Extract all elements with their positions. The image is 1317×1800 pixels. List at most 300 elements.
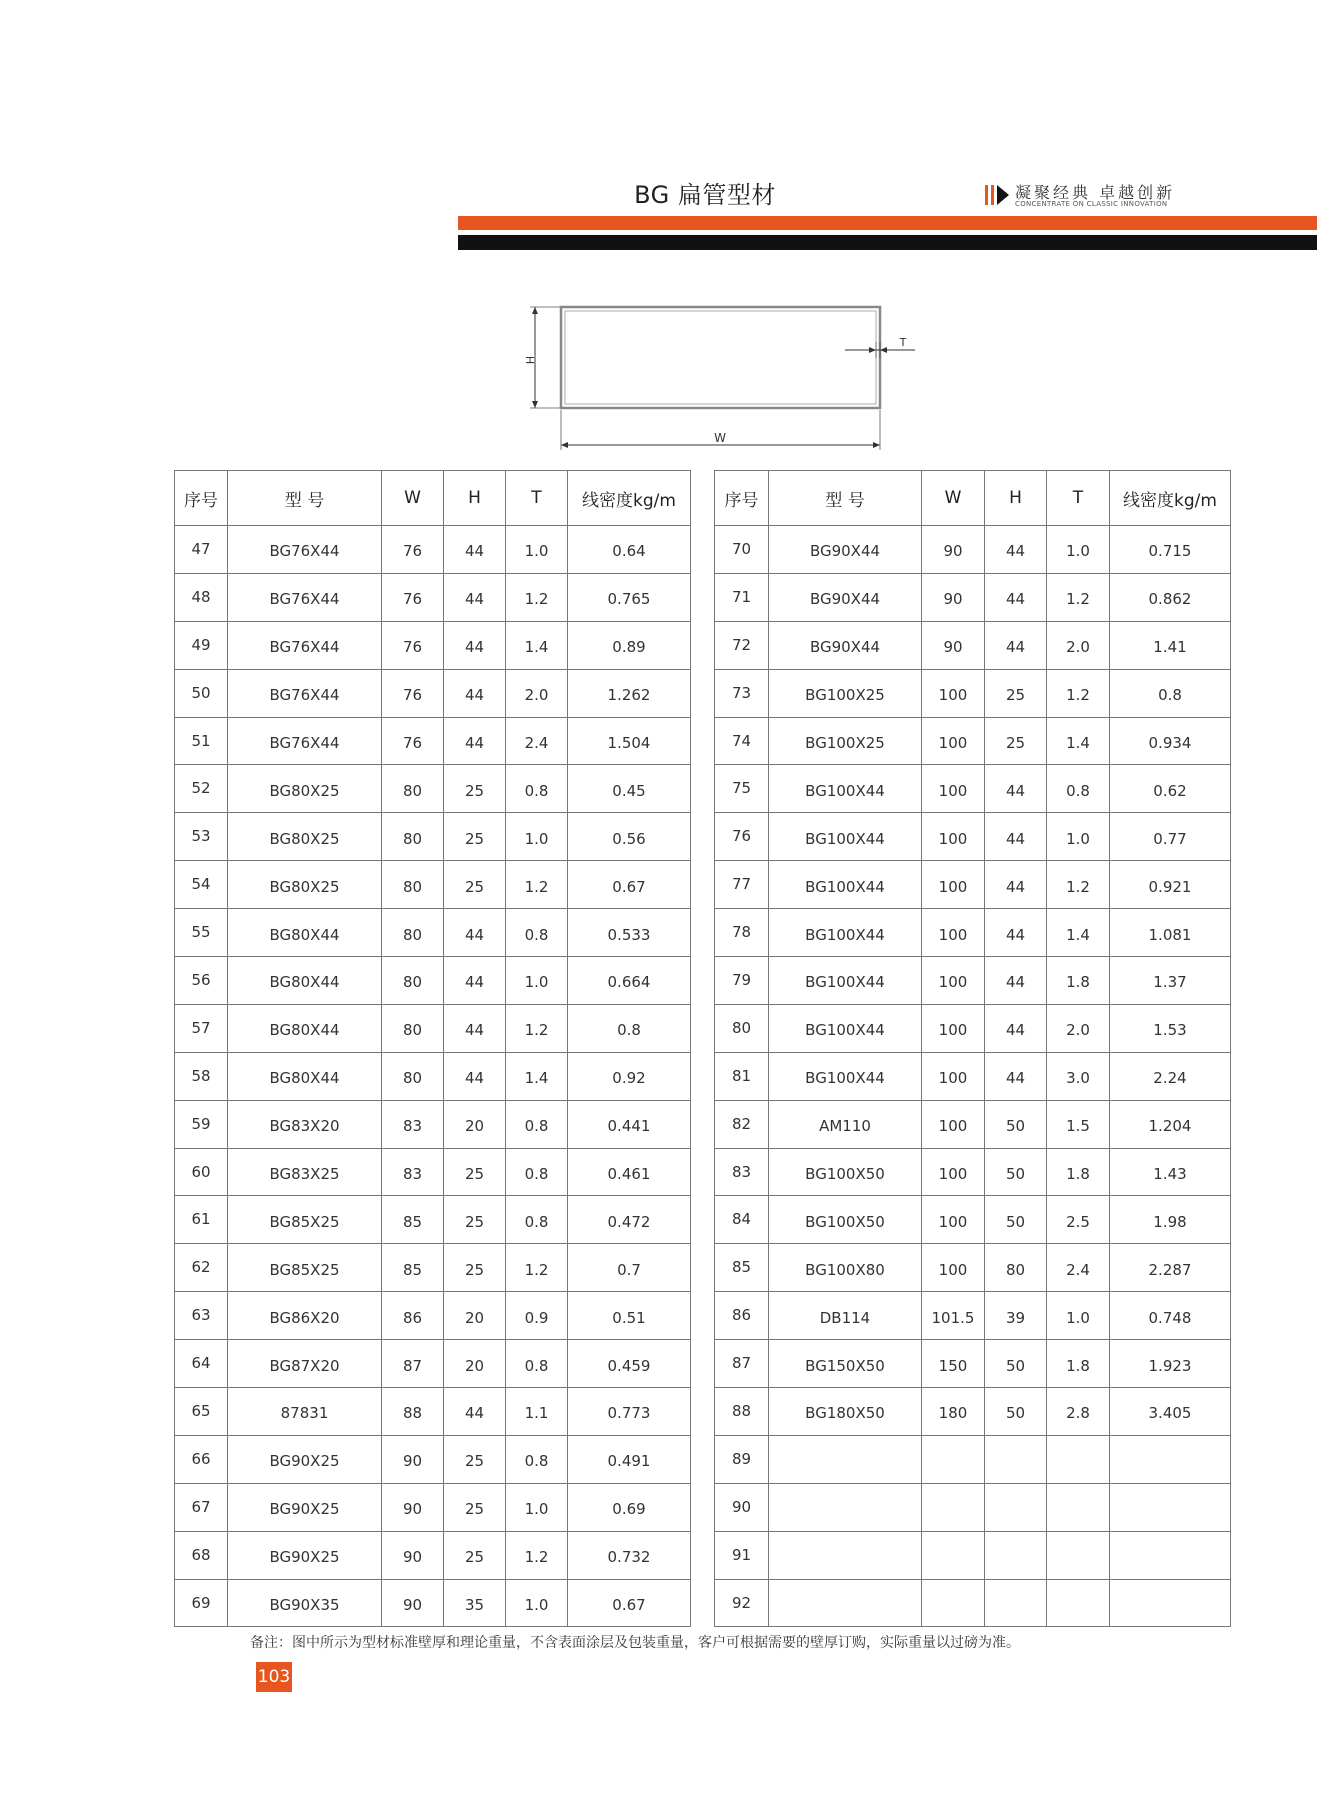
cell-t: 1.0 [1047,1292,1110,1340]
cell-seq: 69 [175,1579,228,1627]
cell-model: DB114 [769,1292,922,1340]
cell-w: 85 [382,1196,444,1244]
cell-h: 44 [444,669,506,717]
cell-w: 76 [382,669,444,717]
spec-table-left [174,470,691,1627]
cell-w: 90 [382,1483,444,1531]
cell-t: 0.8 [506,1100,568,1148]
cell-seq: 47 [175,526,228,574]
cell-t: 2.5 [1047,1196,1110,1244]
cell-seq: 71 [715,573,769,621]
cell-h: 25 [985,717,1047,765]
cell-t: 1.1 [506,1388,568,1436]
table-row [175,1004,691,1052]
header-w: W [382,471,444,526]
cell-w: 80 [382,813,444,861]
cell-w: 100 [922,717,985,765]
cell-density: 0.773 [568,1388,691,1436]
cell-h: 80 [985,1244,1047,1292]
table-row [175,1340,691,1388]
cell-t: 1.2 [506,1244,568,1292]
cell-t: 1.2 [506,573,568,621]
cell-h: 25 [444,813,506,861]
cell-model: BG80X44 [228,957,382,1005]
cell-density: 0.51 [568,1292,691,1340]
table-row [715,526,1231,574]
cell-h: 44 [985,1004,1047,1052]
cell-density: 1.923 [1110,1340,1231,1388]
cell-model: BG100X44 [769,813,922,861]
cell-seq: 50 [175,669,228,717]
h-dimension-label: H [523,355,536,365]
cell-h: 44 [444,1052,506,1100]
cell-w: 100 [922,1100,985,1148]
cell-model: BG90X35 [228,1579,382,1627]
cell-density: 3.405 [1110,1388,1231,1436]
cell-t: 1.0 [506,1483,568,1531]
table-row [175,1100,691,1148]
table-row [175,813,691,861]
cell-seq: 78 [715,909,769,957]
cell-density: 0.491 [568,1435,691,1483]
cell-density: 0.62 [1110,765,1231,813]
cell-model: BG83X25 [228,1148,382,1196]
cell-h: 25 [444,1435,506,1483]
cell-w: 100 [922,1004,985,1052]
cell-density: 1.98 [1110,1196,1231,1244]
cell-w: 76 [382,717,444,765]
cell-t: 1.0 [506,526,568,574]
w-dimension-label: W [714,431,726,445]
cell-w: 150 [922,1340,985,1388]
cell-h: 25 [444,1483,506,1531]
cell-density: 0.89 [568,621,691,669]
cell-model: BG90X25 [228,1435,382,1483]
cell-h: 44 [444,1388,506,1436]
table-row [715,909,1231,957]
cell-seq: 77 [715,861,769,909]
cell-seq: 90 [715,1483,769,1531]
table-row [175,957,691,1005]
cell-t: 1.8 [1047,1340,1110,1388]
cell-density: 0.862 [1110,573,1231,621]
cell-seq: 76 [715,813,769,861]
cell-seq: 51 [175,717,228,765]
cell-density: 0.441 [568,1100,691,1148]
cell-w: 100 [922,909,985,957]
cell-w: 90 [922,621,985,669]
cell-seq: 92 [715,1579,769,1627]
cell-w: 100 [922,765,985,813]
cell-seq: 83 [715,1148,769,1196]
cell-model: BG80X44 [228,1052,382,1100]
table-row [175,861,691,909]
header-accent-bar [458,216,1317,230]
header-h: H [985,471,1047,526]
cell-t: 0.8 [506,1148,568,1196]
cell-h: 44 [985,957,1047,1005]
cell-model: BG90X44 [769,621,922,669]
cell-t: 1.0 [1047,526,1110,574]
cell-density: 1.37 [1110,957,1231,1005]
cell-density: 0.921 [1110,861,1231,909]
table-row [175,1531,691,1579]
cell-t: 2.4 [1047,1244,1110,1292]
cell-w: 180 [922,1388,985,1436]
cell-density: 0.77 [1110,813,1231,861]
cell-seq: 59 [175,1100,228,1148]
cell-density: 2.24 [1110,1052,1231,1100]
header-density: 线密度kg/m [568,471,691,526]
cell-density: 0.765 [568,573,691,621]
cell-t: 1.0 [506,957,568,1005]
cell-model: BG86X20 [228,1292,382,1340]
cell-seq: 55 [175,909,228,957]
header-w: W [922,471,985,526]
cell-density: 0.67 [568,1579,691,1627]
table-row [175,1483,691,1531]
cell-density: 0.715 [1110,526,1231,574]
table-row [715,669,1231,717]
table-row [715,1148,1231,1196]
cell-t [1047,1531,1110,1579]
cell-h: 44 [985,813,1047,861]
cell-w: 85 [382,1244,444,1292]
cell-w: 100 [922,861,985,909]
cell-seq: 54 [175,861,228,909]
cell-density: 0.7 [568,1244,691,1292]
cell-t: 1.8 [1047,957,1110,1005]
cell-seq: 56 [175,957,228,1005]
cell-t: 1.0 [506,1579,568,1627]
cell-model: BG100X50 [769,1196,922,1244]
table-row [715,861,1231,909]
cell-seq: 87 [715,1340,769,1388]
cell-model [769,1531,922,1579]
table-row [715,957,1231,1005]
cell-t: 1.2 [1047,573,1110,621]
table-row [715,1340,1231,1388]
cell-t: 2.0 [506,669,568,717]
cell-seq: 70 [715,526,769,574]
cell-seq: 84 [715,1196,769,1244]
cell-w: 100 [922,1244,985,1292]
cell-w: 100 [922,1148,985,1196]
table-row [175,1435,691,1483]
cell-h: 50 [985,1100,1047,1148]
cell-model: BG76X44 [228,573,382,621]
cell-t: 1.0 [506,813,568,861]
cell-model: BG100X50 [769,1148,922,1196]
cell-seq: 82 [715,1100,769,1148]
cell-density: 1.43 [1110,1148,1231,1196]
cell-model: BG80X44 [228,909,382,957]
cell-density [1110,1435,1231,1483]
cell-w: 90 [382,1435,444,1483]
cell-model: BG90X25 [228,1483,382,1531]
cell-density: 1.41 [1110,621,1231,669]
table-row [175,909,691,957]
cell-h: 44 [985,573,1047,621]
cell-model: BG100X44 [769,1052,922,1100]
cell-seq: 60 [175,1148,228,1196]
cell-model: AM110 [769,1100,922,1148]
table-row [715,1531,1231,1579]
cell-w: 83 [382,1148,444,1196]
cell-t: 0.8 [506,1340,568,1388]
cell-t: 3.0 [1047,1052,1110,1100]
cell-seq: 66 [175,1435,228,1483]
table-row [715,1052,1231,1100]
table-row [175,621,691,669]
cell-density: 1.081 [1110,909,1231,957]
cell-t [1047,1483,1110,1531]
cell-h: 44 [444,909,506,957]
cell-model: BG76X44 [228,526,382,574]
cell-w: 80 [382,1052,444,1100]
cell-h [985,1579,1047,1627]
cell-w: 88 [382,1388,444,1436]
cell-seq: 91 [715,1531,769,1579]
cell-h: 20 [444,1340,506,1388]
cell-density: 0.67 [568,861,691,909]
cell-model: BG87X20 [228,1340,382,1388]
cell-density: 0.8 [1110,669,1231,717]
cell-seq: 85 [715,1244,769,1292]
cell-w: 100 [922,813,985,861]
cell-model: BG83X20 [228,1100,382,1148]
cell-density: 0.461 [568,1148,691,1196]
cell-w: 83 [382,1100,444,1148]
cell-model: BG76X44 [228,621,382,669]
cell-seq: 81 [715,1052,769,1100]
cell-density: 0.56 [568,813,691,861]
cell-h: 44 [444,957,506,1005]
table-row [175,1579,691,1627]
table-row [175,1292,691,1340]
cell-density [1110,1531,1231,1579]
cell-t: 0.8 [506,909,568,957]
profile-inner-rect [565,311,876,404]
cell-w: 76 [382,526,444,574]
cell-w: 90 [382,1579,444,1627]
cell-seq: 57 [175,1004,228,1052]
cell-seq: 88 [715,1388,769,1436]
cell-h: 44 [444,573,506,621]
cell-h: 44 [444,1004,506,1052]
header-h: H [444,471,506,526]
cell-model: 87831 [228,1388,382,1436]
cell-model: BG180X50 [769,1388,922,1436]
header-dark-bar [458,235,1317,250]
cell-w: 90 [922,526,985,574]
cell-density: 0.732 [568,1531,691,1579]
cell-model [769,1435,922,1483]
cell-seq: 68 [175,1531,228,1579]
cell-seq: 52 [175,765,228,813]
table-row [175,765,691,813]
table-row [175,1244,691,1292]
cell-w [922,1483,985,1531]
header-seq: 序号 [715,471,769,526]
cell-h: 44 [985,765,1047,813]
cell-density: 0.459 [568,1340,691,1388]
profile-diagram [510,300,930,455]
cell-h [985,1435,1047,1483]
cell-t: 1.2 [1047,861,1110,909]
cell-h: 50 [985,1388,1047,1436]
cell-seq: 80 [715,1004,769,1052]
table-row [175,526,691,574]
cell-model: BG100X44 [769,765,922,813]
cell-h: 25 [985,669,1047,717]
cell-model: BG85X25 [228,1244,382,1292]
cell-model: BG90X25 [228,1531,382,1579]
cell-model [769,1579,922,1627]
cell-density [1110,1483,1231,1531]
cell-model: BG100X44 [769,1004,922,1052]
cell-h: 25 [444,1531,506,1579]
cell-w: 100 [922,669,985,717]
footnote: 备注：图中所示为型材标准壁厚和理论重量，不含表面涂层及包装重量，客户可根据需要的壁厚订购，实际重量以过磅为准。 [250,1635,1020,1651]
cell-t: 1.4 [506,621,568,669]
cell-t [1047,1579,1110,1627]
table-row [175,1388,691,1436]
cell-w: 80 [382,765,444,813]
cell-w: 101.5 [922,1292,985,1340]
cell-w: 86 [382,1292,444,1340]
cell-w: 80 [382,1004,444,1052]
cell-density: 0.64 [568,526,691,574]
table-row [715,717,1231,765]
table-row [175,717,691,765]
cell-h: 44 [985,621,1047,669]
table-row [175,669,691,717]
cell-seq: 89 [715,1435,769,1483]
cell-t: 2.8 [1047,1388,1110,1436]
cell-density: 0.8 [568,1004,691,1052]
cell-t: 1.8 [1047,1148,1110,1196]
header-seq: 序号 [175,471,228,526]
cell-model: BG90X44 [769,526,922,574]
cell-seq: 53 [175,813,228,861]
cell-model: BG100X44 [769,861,922,909]
table-row [715,1100,1231,1148]
cell-h: 25 [444,861,506,909]
header-density: 线密度kg/m [1110,471,1231,526]
brand-slogan-cn: 凝聚经典 卓越创新 [1015,183,1176,202]
cell-seq: 73 [715,669,769,717]
cell-t: 0.9 [506,1292,568,1340]
table-row [715,1196,1231,1244]
cell-t: 1.2 [1047,669,1110,717]
cell-w: 76 [382,573,444,621]
cell-seq: 79 [715,957,769,1005]
header-model: 型 号 [228,471,382,526]
cell-model: BG85X25 [228,1196,382,1244]
table-row [715,573,1231,621]
cell-h: 44 [985,909,1047,957]
table-row [715,1292,1231,1340]
cell-model: BG150X50 [769,1340,922,1388]
cell-density: 2.287 [1110,1244,1231,1292]
cell-model [769,1483,922,1531]
cell-seq: 63 [175,1292,228,1340]
table-header-row [175,471,691,526]
cell-h: 35 [444,1579,506,1627]
table-row [715,1435,1231,1483]
cell-density [1110,1579,1231,1627]
cell-seq: 64 [175,1340,228,1388]
cell-model: BG100X44 [769,909,922,957]
page-number: 103 [256,1662,292,1692]
table-row [175,1148,691,1196]
header-model: 型 号 [769,471,922,526]
page-title: BG 扁管型材 [634,181,776,209]
cell-h: 50 [985,1196,1047,1244]
cell-density: 1.262 [568,669,691,717]
table-row [715,765,1231,813]
cell-t: 1.0 [1047,813,1110,861]
spec-table-right [714,470,1231,1627]
cell-density: 1.204 [1110,1100,1231,1148]
table-header-row [715,471,1231,526]
cell-seq: 48 [175,573,228,621]
brand-slogan-en: CONCENTRATE ON CLASSIC INNOVATION [1015,200,1168,208]
cell-seq: 62 [175,1244,228,1292]
cell-model: BG90X44 [769,573,922,621]
cell-model: BG80X44 [228,1004,382,1052]
cell-seq: 65 [175,1388,228,1436]
cell-t: 1.2 [506,861,568,909]
cell-w [922,1531,985,1579]
cell-h: 44 [444,621,506,669]
cell-t: 0.8 [1047,765,1110,813]
cell-h: 44 [444,717,506,765]
cell-h: 20 [444,1100,506,1148]
cell-density: 1.504 [568,717,691,765]
table-row [715,1579,1231,1627]
cell-h: 25 [444,765,506,813]
cell-model: BG80X25 [228,861,382,909]
cell-seq: 61 [175,1196,228,1244]
cell-density: 0.533 [568,909,691,957]
table-row [175,573,691,621]
cell-h: 25 [444,1196,506,1244]
cell-w: 100 [922,1052,985,1100]
cell-t: 1.4 [1047,717,1110,765]
profile-outer-rect [561,307,880,408]
cell-h: 50 [985,1148,1047,1196]
cell-w [922,1579,985,1627]
cell-density: 1.53 [1110,1004,1231,1052]
cell-model: BG76X44 [228,669,382,717]
cell-h: 20 [444,1292,506,1340]
cell-t: 1.5 [1047,1100,1110,1148]
cell-w: 80 [382,909,444,957]
cell-t: 1.4 [1047,909,1110,957]
cell-t: 0.8 [506,765,568,813]
t-dimension-label: T [899,336,907,349]
cell-density: 0.45 [568,765,691,813]
table-row [715,1483,1231,1531]
cell-h: 44 [985,1052,1047,1100]
cell-model: BG100X25 [769,669,922,717]
cell-density: 0.92 [568,1052,691,1100]
cell-seq: 67 [175,1483,228,1531]
cell-w: 76 [382,621,444,669]
cell-t: 1.2 [506,1531,568,1579]
